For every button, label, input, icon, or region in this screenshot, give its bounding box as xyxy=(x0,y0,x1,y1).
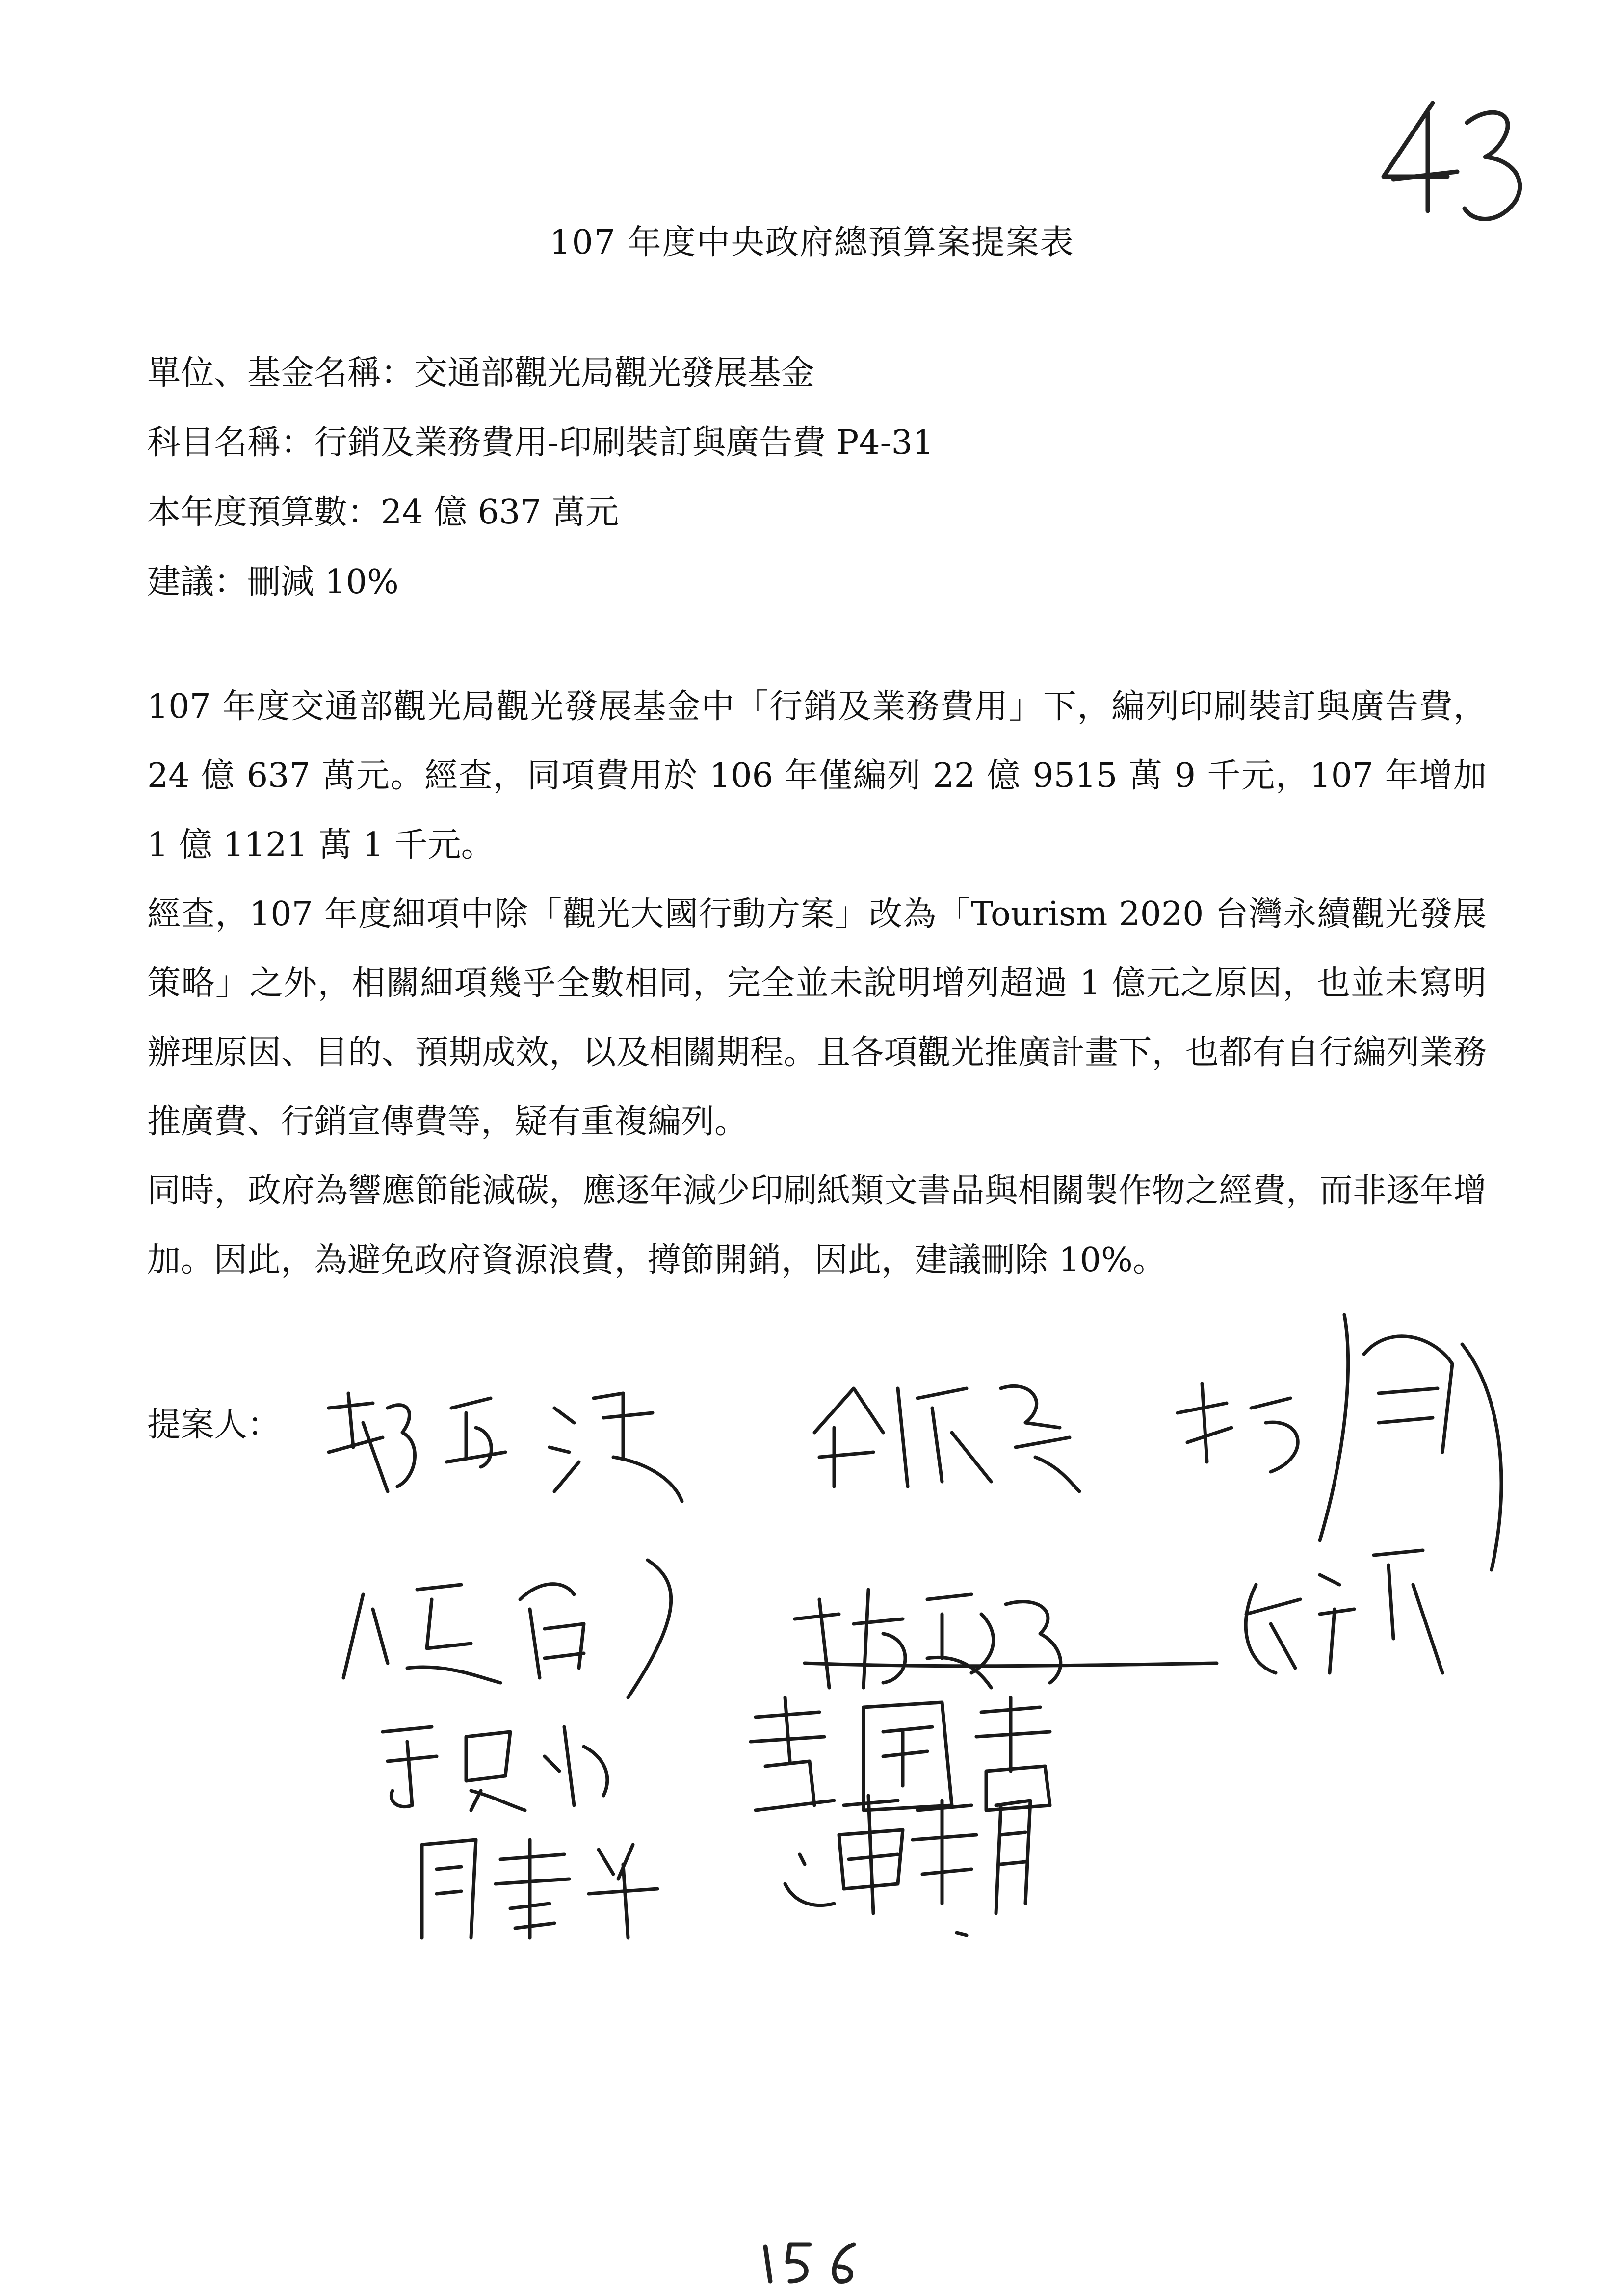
account-name: 科目名稱：行銷及業務費用-印刷裝訂與廣告費 P4-31 xyxy=(147,423,934,462)
signature-2 xyxy=(805,1359,1089,1506)
signature-9 xyxy=(402,1820,667,1948)
signature-area xyxy=(304,1295,1531,1943)
document-title: 107 年度中央政府總預算案提案表 xyxy=(550,223,1074,262)
signature-1 xyxy=(319,1379,692,1536)
info-block xyxy=(147,339,1472,617)
unit-fund-name: 單位、基金名稱：交通部觀光局觀光發展基金 xyxy=(147,354,815,392)
handwritten-footer-number xyxy=(756,2237,864,2286)
paragraph-2: 經查，107 年度細項中除「觀光大國行動方案」改為「Tourism 2020 台灣永續觀光發展策略」之外，相關細項幾乎全數相同，完全並未說明增列超過 1 億元之原因，也並未寫明辦理原因、目的、預期成效，以及相關期程。且各項觀光推廣計畫下，也都有自行編列業務推廣費、行銷宣傳費等，疑有重複編列。 xyxy=(147,895,1487,1141)
budget-amount: 本年度預算數：24 億 637 萬元 xyxy=(147,493,619,532)
paragraph-1: 107 年度交通部觀光局觀光發展基金中「行銷及業務費用」下，編列印刷裝訂與廣告費，24 億 637 萬元。經查，同項費用於 106 年僅編列 22 億 9515 萬 9 千元，107 年增加 1 億 1121 萬 1 千元。 xyxy=(147,687,1487,864)
signature-5 xyxy=(785,1560,1227,1707)
proposer-label: 提案人： xyxy=(147,1406,281,1444)
signature-6 xyxy=(1227,1526,1531,1702)
signature-10 xyxy=(775,1786,1050,1943)
signature-4 xyxy=(334,1550,707,1697)
proposal-body xyxy=(147,672,1487,1295)
signature-7 xyxy=(368,1697,672,1815)
paragraph-3: 同時，政府為響應節能減碳，應逐年減少印刷紙類文書品與相關製作物之經費，而非逐年增加。因此，為避免政府資源浪費，撙節開銷，因此，建議刪除 10%。 xyxy=(147,1172,1487,1279)
recommendation: 建議：刪減 10% xyxy=(147,563,399,601)
